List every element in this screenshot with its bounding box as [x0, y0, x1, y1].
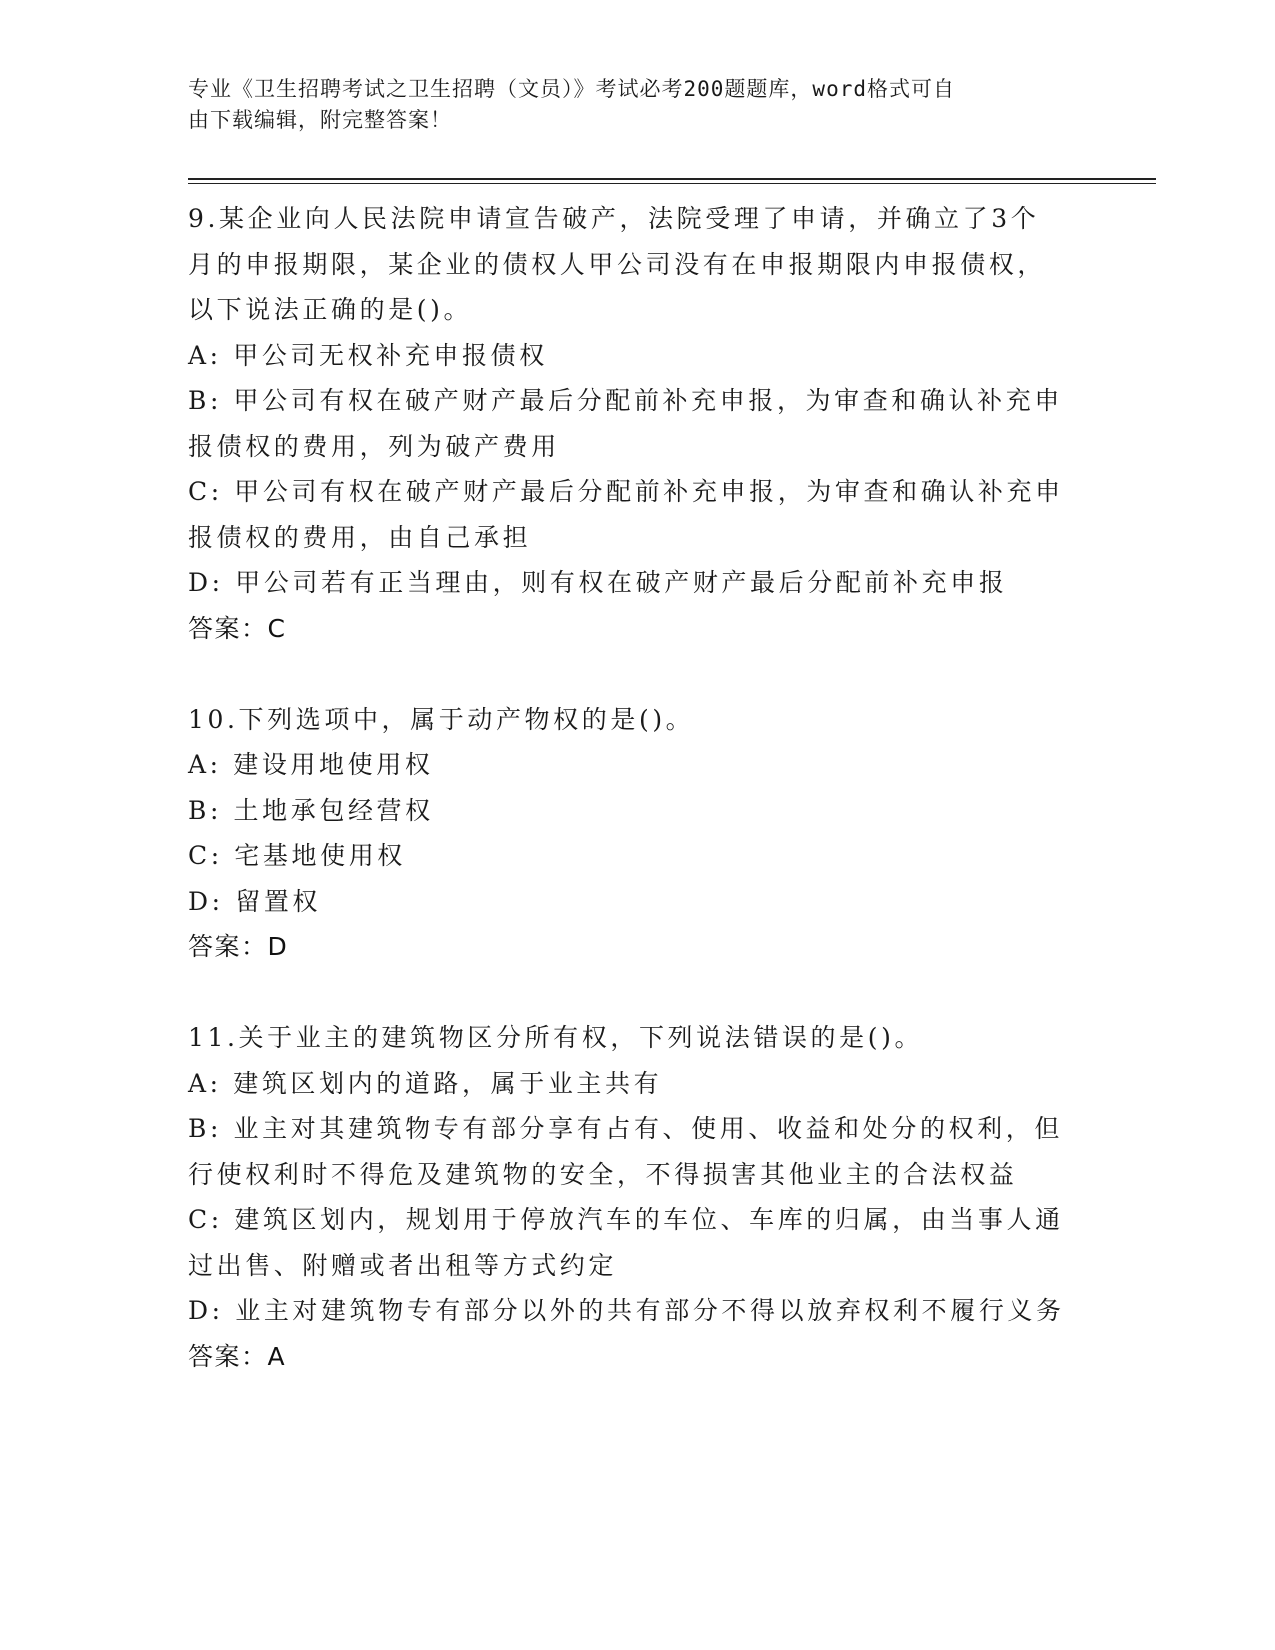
question-9	[188, 196, 1088, 651]
option-b-continued: 行使权利时不得危及建筑物的安全，不得损害其他业主的合法权益	[188, 1159, 1018, 1189]
option-c: C: 建筑区划内，规划用于停放汽车的车位、车库的归属，由当事人通	[188, 1205, 1064, 1234]
answer-line: 答案：C	[188, 613, 287, 643]
option-b: B: 业主对其建筑物专有部分享有占有、使用、收益和处分的权利，但	[188, 1114, 1063, 1143]
question-spacer	[188, 970, 1088, 1016]
question-stem-line: 10.下列选项中，属于动产物权的是()。	[188, 704, 695, 734]
question-stem-line: 11.关于业主的建筑物区分所有权，下列说法错误的是()。	[188, 1023, 924, 1052]
question-11	[188, 1015, 1088, 1379]
option-c: C: 宅基地使用权	[188, 841, 406, 870]
option-d: D: 留置权	[188, 886, 322, 916]
option-a: A: 建筑区划内的道路，属于业主共有	[188, 1068, 663, 1098]
option-a: A: 甲公司无权补充申报债权	[188, 340, 548, 370]
question-spacer	[188, 651, 1088, 697]
option-d: D: 甲公司若有正当理由，则有权在破产财产最后分配前补充申报	[188, 568, 1008, 597]
answer-line: 答案：A	[188, 1341, 287, 1371]
option-c-continued: 报债权的费用，由自己承担	[188, 522, 532, 552]
option-b: B: 土地承包经营权	[188, 795, 434, 825]
header-rule-thin	[188, 183, 1156, 184]
option-c: C: 甲公司有权在破产财产最后分配前补充申报，为审查和确认补充申	[188, 477, 1064, 506]
question-stem-line: 月的申报期限，某企业的债权人甲公司没有在申报期限内申报债权，	[188, 249, 1047, 279]
option-d: D: 业主对建筑物专有部分以外的共有部分不得以放弃权利不履行义务	[188, 1296, 1065, 1325]
option-b: B: 甲公司有权在破产财产最后分配前补充申报，为审查和确认补充申	[188, 386, 1063, 415]
header-line-1: 专业《卫生招聘考试之卫生招聘（文员）》考试必考200题题库，word格式可自	[188, 77, 955, 101]
header-line-2: 由下载编辑，附完整答案！	[188, 108, 452, 132]
option-c-continued: 过出售、附赠或者出租等方式约定	[188, 1250, 618, 1280]
question-list	[188, 196, 1088, 1379]
question-stem-line: 9.某企业向人民法院申请宣告破产，法院受理了申请，并确立了3个	[188, 204, 1040, 233]
option-b-continued: 报债权的费用，列为破产费用	[188, 431, 560, 461]
question-10	[188, 697, 1088, 970]
document-header	[188, 74, 1068, 136]
option-a: A: 建设用地使用权	[188, 750, 434, 779]
question-stem-line: 以下说法正确的是()。	[188, 295, 473, 324]
header-rule-thick	[188, 178, 1156, 180]
answer-line: 答案：D	[188, 932, 289, 961]
